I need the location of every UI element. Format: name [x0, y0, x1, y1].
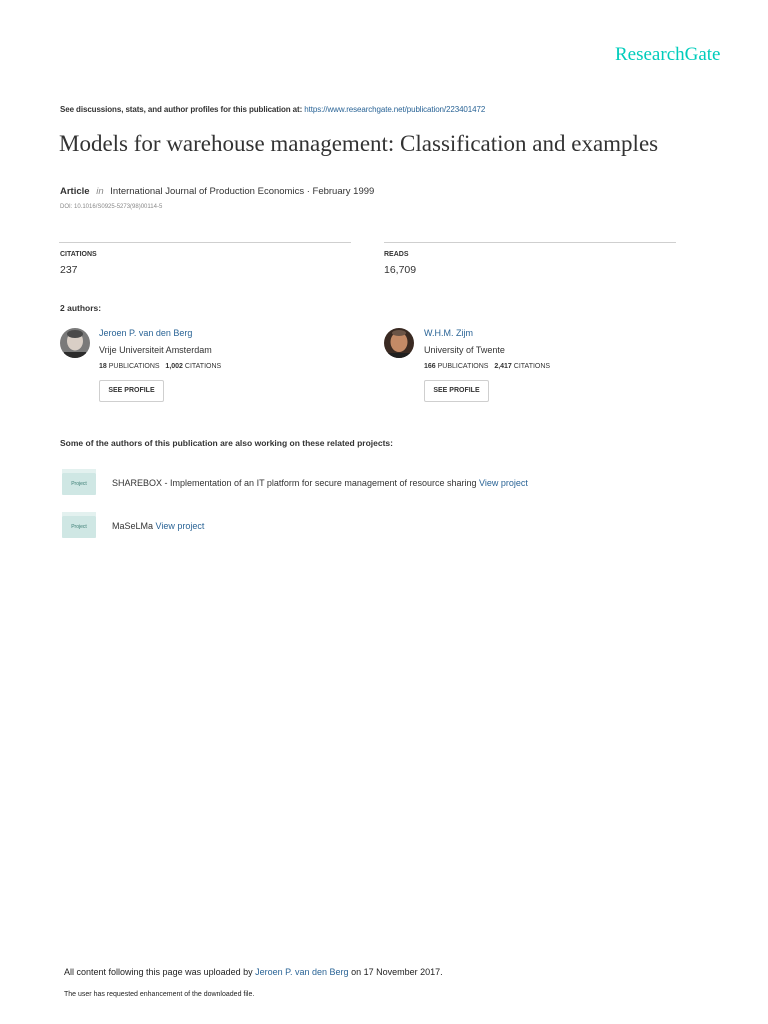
see-profile-button[interactable]: SEE PROFILE	[99, 380, 164, 402]
publications-label: PUBLICATIONS	[108, 363, 160, 370]
project-icon-label: Project	[71, 524, 87, 530]
citations-count: 2,417	[494, 363, 512, 370]
see-discussions-text: See discussions, stats, and author profiles for this publication at:	[60, 105, 303, 114]
citations-label: CITATIONS	[184, 363, 222, 370]
author-name[interactable]: W.H.M. Zijm	[424, 328, 473, 338]
project-item	[112, 478, 528, 488]
related-projects-header: Some of the authors of this publication are also working on these related projects:	[60, 438, 393, 448]
citations-divider	[59, 242, 351, 243]
reads-label: READS	[384, 251, 409, 258]
doi-text: DOI: 10.1016/S0925-5273(98)00114-5	[60, 204, 163, 210]
view-project-link[interactable]: View project	[479, 478, 528, 488]
publications-count: 18	[99, 363, 107, 370]
upload-note	[64, 967, 443, 977]
avatar[interactable]	[384, 328, 414, 358]
enhancement-note: The user has requested enhancement of the downloaded file.	[64, 991, 255, 998]
uploader-link[interactable]: Jeroen P. van den Berg	[255, 967, 349, 977]
publication-link[interactable]: https://www.researchgate.net/publication/223401472	[304, 105, 486, 114]
article-kind: Article	[60, 186, 90, 197]
citations-value: 237	[60, 264, 78, 276]
citations-label: CITATIONS	[513, 363, 551, 370]
author-stats	[424, 363, 550, 370]
author-stats	[99, 363, 221, 370]
author-institution: University of Twente	[424, 345, 505, 355]
upload-prefix: All content following this page was uploaded by	[64, 967, 253, 977]
project-item	[112, 521, 204, 531]
project-icon-label: Project	[71, 481, 87, 487]
article-meta	[60, 186, 374, 197]
researchgate-logo[interactable]: ResearchGate	[615, 44, 721, 65]
page-title: Models for warehouse management: Classification and examples	[59, 131, 659, 156]
in-word: in	[96, 186, 104, 197]
view-project-link[interactable]: View project	[155, 521, 205, 531]
project-title: SHAREBOX - Implementation of an IT platform for secure management of resource sharing	[112, 478, 477, 488]
see-profile-button[interactable]: SEE PROFILE	[424, 380, 489, 402]
publications-label: PUBLICATIONS	[437, 363, 489, 370]
author-name[interactable]: Jeroen P. van den Berg	[99, 328, 193, 338]
reads-value: 16,709	[384, 264, 417, 276]
citations-label: CITATIONS	[60, 251, 97, 258]
authors-header: 2 authors:	[60, 303, 102, 313]
see-discussions-line	[60, 105, 485, 114]
reads-divider	[384, 242, 676, 243]
project-icon	[62, 473, 96, 495]
citations-count: 1,002	[165, 363, 183, 370]
project-title: MaSeLMa	[112, 521, 154, 531]
upload-suffix: on 17 November 2017.	[351, 967, 443, 977]
avatar[interactable]	[60, 328, 90, 358]
project-icon	[62, 516, 96, 538]
author-institution: Vrije Universiteit Amsterdam	[99, 345, 212, 355]
publications-count: 166	[424, 363, 436, 370]
journal-info: International Journal of Production Economics · February 1999	[110, 186, 375, 197]
